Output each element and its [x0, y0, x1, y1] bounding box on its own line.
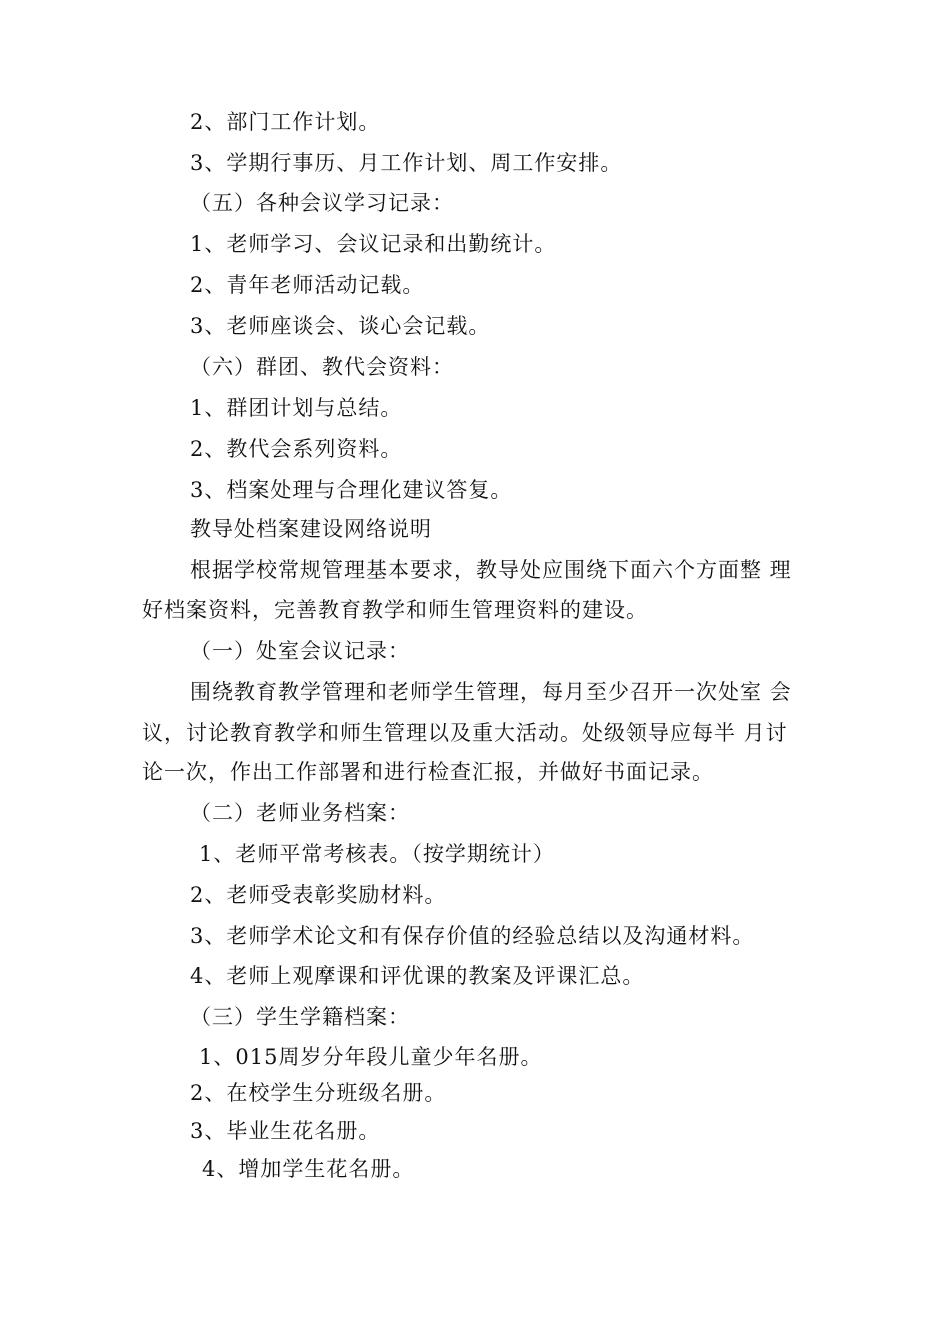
text-line: 2、教代会系列资料。 [190, 437, 403, 461]
text-line: 2、老师受表彰奖励材料。 [190, 883, 447, 907]
paragraph-line: 根据学校常规管理基本要求，教导处应围绕下面六个方面整 理 [190, 558, 792, 582]
text-line: 3、老师座谈会、谈心会记载。 [190, 314, 491, 338]
text-line: 1、015周岁分年段儿童少年名册。 [199, 1045, 543, 1069]
text-line: 2、部门工作计划。 [190, 110, 381, 134]
paragraph-line: 论一次，作出工作部署和进行检查汇报，并做好书面记录。 [142, 760, 714, 784]
paragraph-line: 议，讨论教育教学和师生管理以及重大活动。处级领导应每半 月讨 [142, 721, 788, 745]
text-line: 3、学期行事历、月工作计划、周工作安排。 [190, 151, 623, 175]
section-heading: （一）处室会议记录： [190, 639, 410, 663]
text-line: 2、在校学生分班级名册。 [190, 1081, 447, 1105]
text-line: 3、老师学术论文和有保存价值的经验总结以及沟通材料。 [190, 924, 755, 948]
text-line: 3、档案处理与合理化建议答复。 [190, 478, 513, 502]
document-title: 教导处档案建设网络说明 [190, 517, 432, 541]
text-line: 3、毕业生花名册。 [190, 1119, 381, 1143]
text-line: 2、青年老师活动记载。 [190, 273, 425, 297]
text-line: 4、老师上观摩课和评优课的教案及评课汇总。 [190, 964, 645, 988]
text-line: 1、老师平常考核表。（按学期统计） [199, 842, 555, 866]
section-heading: （二）老师业务档案： [190, 801, 410, 825]
section-heading: （六）群团、教代会资料： [190, 355, 454, 379]
text-line: 1、老师学习、会议记录和出勤统计。 [190, 232, 557, 256]
section-heading: （三）学生学籍档案： [190, 1005, 410, 1029]
text-line: 4、增加学生花名册。 [202, 1157, 415, 1181]
section-heading: （五）各种会议学习记录： [190, 191, 454, 215]
paragraph-line: 围绕教育教学管理和老师学生管理，每月至少召开一次处室 会 [190, 680, 792, 704]
text-line: 1、群团计划与总结。 [190, 396, 403, 420]
paragraph-line: 好档案资料，完善教育教学和师生管理资料的建设。 [142, 598, 648, 622]
